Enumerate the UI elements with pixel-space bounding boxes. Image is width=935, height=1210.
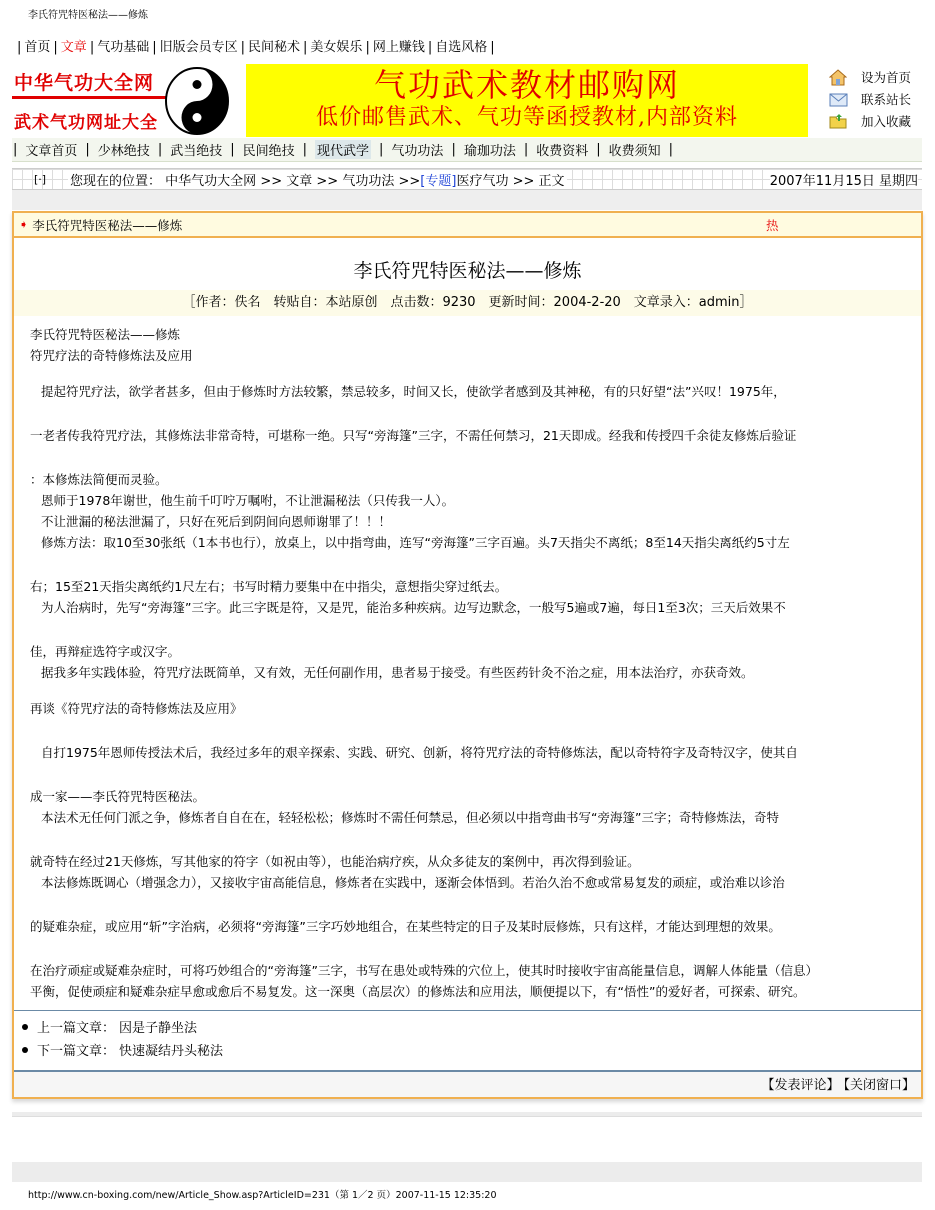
paragraph: 平衡，促使顽症和疑难杂症早愈或愈后不易复发。这一深奥（高层次）的修炼法和应用法，顺便提以下，有“悟性”的爱好者，可探索、研究。: [30, 984, 806, 999]
article-meta: ［作者：佚名 转贴自：本站原创 点击数：9230 更新时间：2004-2-20 文章录入：admin］: [14, 290, 921, 316]
paragraph: 本法术无任何门派之争，修炼者自自在在，轻轻松松；修炼时不需任何禁忌，但必须以中指弯曲书写“旁海篷”三字；奇特修炼法，奇特: [41, 810, 779, 825]
bullet-icon: [22, 1047, 28, 1053]
paragraph: 符咒疗法的奇特修炼法及应用: [30, 348, 193, 363]
taiji-icon: [164, 66, 230, 136]
paragraph: 本法修炼既调心（增强念力），又接收宇宙高能信息，修炼者在实践中，逐渐会体悟到。若治久治不愈或常易复发的顽症，或治难以诊治: [41, 875, 785, 890]
paragraph: 佳，再辩症选符字或汉字。: [30, 644, 181, 659]
paragraph: 一老者传我符咒疗法，其修炼法非常奇特，可堪称一绝。只写“旁海篷”三字，不需任何禁习，21天即成。经我和传授四千余徒友修炼后验证: [30, 428, 797, 443]
cat-item-article-home[interactable]: 文章首页: [25, 144, 78, 159]
paragraph: 提起符咒疗法，欲学者甚多，但由于修炼时方法较繁，禁忌较多，时间又长，使欲学者感到及其神秘，有的只好望“法”兴叹！1975年，: [41, 384, 786, 399]
paragraph: 右；15至21天指尖离纸约1尺左右；书写时精力要集中在中指尖，意想指尖穿过纸去。: [30, 579, 508, 594]
paragraph: 修炼方法：取10至30张纸（1本书也行），放桌上，以中指弯曲，连写“旁海篷”三字百遍。头7天指尖不离纸；8至14天指尖离纸约5寸左: [41, 535, 790, 550]
print-footer: http://www.cn-boxing.com/new/Article_Show.asp?ArticleID=231（第 1／2 页）2007-11-15 12:35:20: [28, 1190, 497, 1201]
post-comment-link[interactable]: 【发表评论】: [761, 1078, 840, 1093]
breadcrumb-qigong[interactable]: 气功功法: [342, 173, 395, 189]
prev-next-links: [14, 1010, 921, 1061]
page-footer-area: [12, 1112, 922, 1182]
add-favorite-link[interactable]: 加入收藏: [828, 110, 928, 132]
contact-admin-link[interactable]: 联系站长: [828, 88, 928, 110]
logo-line1: 中华气功大全网: [14, 72, 155, 94]
ad-banner-line2: 低价邮售武术、气功等函授教材,内部资料: [316, 105, 738, 130]
paragraph: 据我多年实践体验，符咒疗法既简单，又有效，无任何副作用，患者易于接受。有些医药针灸不治之症，用本法治疗，亦获奇效。: [41, 665, 754, 680]
site-logo[interactable]: [12, 64, 228, 138]
paragraph: 的疑难杂症，或应用“斩”字治病，必须将“旁海篷”三字巧妙地组合，在某些特定的日子及某时辰修炼，只有这样，才能达到理想的效果。: [30, 919, 781, 934]
article-box: [12, 211, 923, 1099]
breadcrumb-medical-qigong[interactable]: 医疗气功: [456, 173, 509, 189]
article-footer: [14, 1070, 921, 1097]
ad-banner[interactable]: [246, 64, 808, 137]
article-content: [14, 316, 921, 1002]
paragraph: 不让泄漏的秘法泄漏了，只好在死后到阴间向恩师谢罪了！！！: [41, 514, 392, 529]
top-nav-item-home[interactable]: 首页: [24, 40, 51, 55]
breadcrumb-current: 正文: [538, 173, 565, 189]
location-bar: [12, 168, 922, 190]
paragraph: 再谈《符咒疗法的奇特修炼法及应用》: [30, 701, 243, 716]
site-banner: [12, 64, 922, 138]
home-icon: [828, 68, 848, 86]
paragraph: 为人治病时，先写“旁海篷”三字。此三字既是符，又是咒，能治多种疾病。边写边默念，一般写5遍或7遍，每日1至3次；三天后效果不: [41, 600, 786, 615]
logo-line2: 武术气功网址大全: [14, 113, 158, 133]
breadcrumb: 您现在的位置： 中华气功大全网 >> 文章 >> 气功功法 >>[专题]医疗气功 >> 正文: [68, 170, 567, 189]
envelope-icon: [828, 90, 848, 108]
cat-item-qigong[interactable]: 气功功法: [391, 144, 444, 159]
bullet-icon: [22, 1024, 28, 1030]
cat-item-modern[interactable]: 现代武学: [315, 140, 371, 159]
paragraph: 恩师于1978年谢世，他生前千叮咛万嘱咐，不让泄漏秘法（只传我一人）。: [41, 493, 455, 508]
article-title: 李氏符咒特医秘法——修炼: [353, 260, 582, 282]
next-article-link[interactable]: 快速凝结丹头秘法: [119, 1044, 224, 1059]
next-article: 下一篇文章： 快速凝结丹头秘法: [14, 1038, 921, 1061]
article-header: [14, 213, 921, 238]
paragraph: 在治疗顽症或疑难杂症时，可将巧妙组合的“旁海篷”三字，书写在患处或特殊的穴位上，使其时时接收宇宙高能量信息，调解人体能量（信息）: [30, 963, 818, 978]
location-bracket: [·]: [34, 172, 47, 186]
top-nav-item-make-money[interactable]: 网上赚钱: [372, 40, 425, 55]
category-nav: | 文章首页 | 少林绝技 | 武当绝技 | 民间绝技 | 现代武学 | 气功功法 | 瑜珈功法 | 收费资料 | 收费须知 |: [12, 138, 922, 162]
cat-item-paid-notice[interactable]: 收费须知: [608, 144, 661, 159]
cat-item-yoga[interactable]: 瑜珈功法: [463, 144, 516, 159]
paragraph: 就奇特在经过21天修炼，写其他家的符字（如祝由等），也能治病疗疾，从众多徒友的案例中，再次得到验证。: [30, 854, 640, 869]
paragraph: ：本修炼法简便而灵验。: [30, 472, 168, 487]
set-homepage-link[interactable]: 设为首页: [828, 66, 928, 88]
top-nav-item-old-members[interactable]: 旧版会员专区: [159, 40, 238, 55]
current-date: 2007年11月15日 星期四: [770, 170, 918, 189]
article-header-title: 李氏符咒特医秘法——修炼: [32, 217, 183, 233]
top-nav: | 首页 | 文章 | 气功基础 | 旧版会员专区 | 民间秘术 | 美女娱乐 | 网上赚钱 | 自选风格 |: [17, 40, 495, 55]
hot-badge: 热: [766, 217, 779, 233]
paragraph: 李氏符咒特医秘法——修炼: [30, 327, 181, 342]
prev-article: 上一篇文章： 因是子静坐法: [14, 1015, 921, 1038]
arrow-icon: ➧: [19, 218, 29, 231]
paragraph: 自打1975年恩师传授法术后，我经过多年的艰辛探索、实践、研究、创新，将符咒疗法的奇特修炼法，配以奇特符字及奇特汉字，使其自: [41, 745, 798, 760]
breadcrumb-special[interactable]: [专题]: [420, 173, 457, 189]
cat-item-wudang[interactable]: 武当绝技: [170, 144, 223, 159]
breadcrumb-articles[interactable]: 文章: [286, 173, 313, 189]
print-header-title: 李氏符咒特医秘法——修炼: [28, 10, 148, 21]
prev-article-link[interactable]: 因是子静坐法: [119, 1021, 198, 1036]
cat-item-folk[interactable]: 民间绝技: [242, 144, 295, 159]
top-nav-item-qigong-basics[interactable]: 气功基础: [97, 40, 150, 55]
top-nav-item-articles[interactable]: 文章: [60, 40, 87, 55]
top-nav-item-entertainment[interactable]: 美女娱乐: [310, 40, 363, 55]
top-nav-item-folk-secrets[interactable]: 民间秘术: [248, 40, 301, 55]
top-nav-item-style[interactable]: 自选风格: [435, 40, 488, 55]
cat-item-paid-materials[interactable]: 收费资料: [536, 144, 589, 159]
breadcrumb-site[interactable]: 中华气功大全网: [165, 173, 257, 189]
close-window-link[interactable]: 【关闭窗口】: [843, 1078, 915, 1093]
paragraph: 成一家——李氏符咒特医秘法。: [30, 789, 206, 804]
folder-icon: [828, 112, 848, 130]
quick-links: [828, 66, 928, 132]
cat-item-shaolin[interactable]: 少林绝技: [97, 144, 150, 159]
ad-banner-line1: 气功武术教材邮购网: [373, 66, 680, 104]
